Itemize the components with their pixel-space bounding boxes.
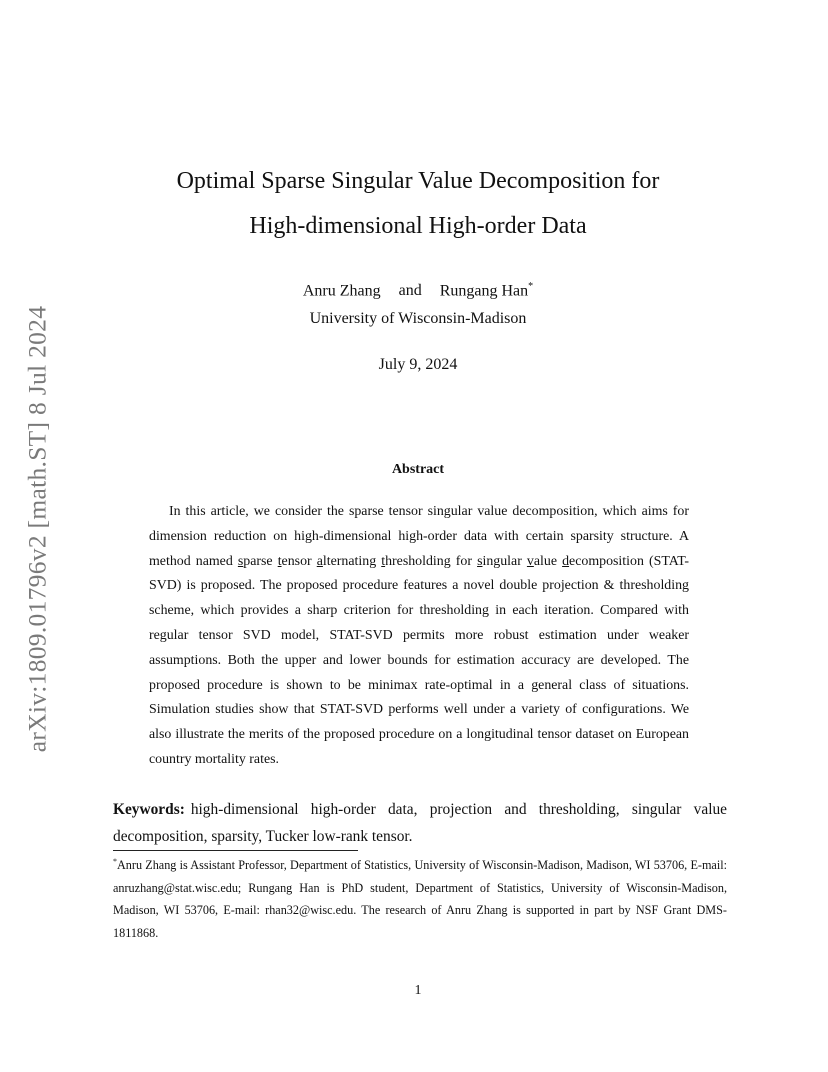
- abstract-underline-v: v: [526, 553, 534, 569]
- keywords-text: high-dimensional high-order data, projection and thresholding, singular value decomposition, sparsity, Tucker low-rank tensor.: [113, 801, 727, 845]
- abstract-body: [149, 500, 689, 773]
- affiliation: University of Wisconsin-Madison: [309, 310, 527, 327]
- author-conjunction: and: [398, 282, 422, 300]
- keywords-label: Keywords:: [113, 801, 185, 818]
- abstract-underline-a: a: [316, 553, 323, 569]
- abstract-text-parse: parse: [243, 553, 278, 569]
- arxiv-stamp: [13, 290, 61, 768]
- abstract-text-alue: alue: [533, 553, 563, 569]
- abstract-text-lternating: lternating: [322, 553, 382, 569]
- abstract-underline-t2: t: [381, 553, 386, 569]
- abstract-text-2: (STAT-SVD) is proposed. The proposed procedure features a novel double projection & thresholding scheme, which provides a sharp criterion for thresholding in each iteration. Compared with regular tensor SVD model, STAT-SVD permits more robust estimation under weaker assumptions. Both the upper and lower bounds for estimation accuracy are developed. The proposed procedure is shown to be minimax rate-optimal in a general class of situations. Simulation studies show that STAT-SVD performs well under a variety of configurations. We also illustrate the merits of the proposed procedure on a longitudinal tensor dataset on European country mortality rates.: [149, 553, 690, 767]
- abstract-heading: Abstract: [391, 462, 445, 477]
- authors: [110, 281, 726, 300]
- date: July 9, 2024: [378, 356, 458, 373]
- arxiv-stamp-text: arXiv:1809.01796v2 [math.ST] 8 Jul 2024: [22, 305, 51, 753]
- abstract-text-ingular: ingular: [482, 553, 527, 569]
- abstract-text-1: In this article, we consider the sparse tensor singular value decomposition, which aims for dimension reduction on high-dimensional high-order data with certain sparsity structure. A method named: [149, 504, 689, 569]
- abstract-underline-s2: s: [477, 553, 483, 569]
- abstract-text-ecomposition: ecomposition: [569, 553, 644, 569]
- title-line-1: Optimal Sparse Singular Value Decomposition for: [176, 168, 660, 194]
- author-2: Rungang Han: [439, 282, 529, 300]
- keywords: [113, 796, 727, 850]
- title-line-2: High-dimensional High-order Data: [249, 213, 587, 239]
- author-footnote-mark: *: [528, 281, 534, 292]
- page-number: 1: [414, 983, 422, 998]
- abstract-underline-t: t: [277, 553, 282, 569]
- author-1: Anru Zhang: [302, 282, 381, 300]
- abstract-text-ensor: ensor: [281, 553, 317, 569]
- footnote-mark: *: [113, 857, 117, 866]
- abstract-underline-s: s: [237, 553, 244, 569]
- abstract-underline-d: d: [562, 553, 570, 569]
- footnote: [113, 851, 727, 944]
- abstract-text-hresholding: hresholding for: [385, 553, 478, 569]
- footnote-text: Anru Zhang is Assistant Professor, Department of Statistics, University of Wisconsin-Madison, Madison, WI 53706, E-mail: anruzhang@stat.wisc.edu; Rungang Han is PhD student, Department of Statistics, University of Wisconsin-Madison, Madison, WI 53706, E-mail: rhan32@wisc.edu. The research of Anru Zhang is supported in part by NSF Grant DMS-1811868.: [113, 858, 727, 940]
